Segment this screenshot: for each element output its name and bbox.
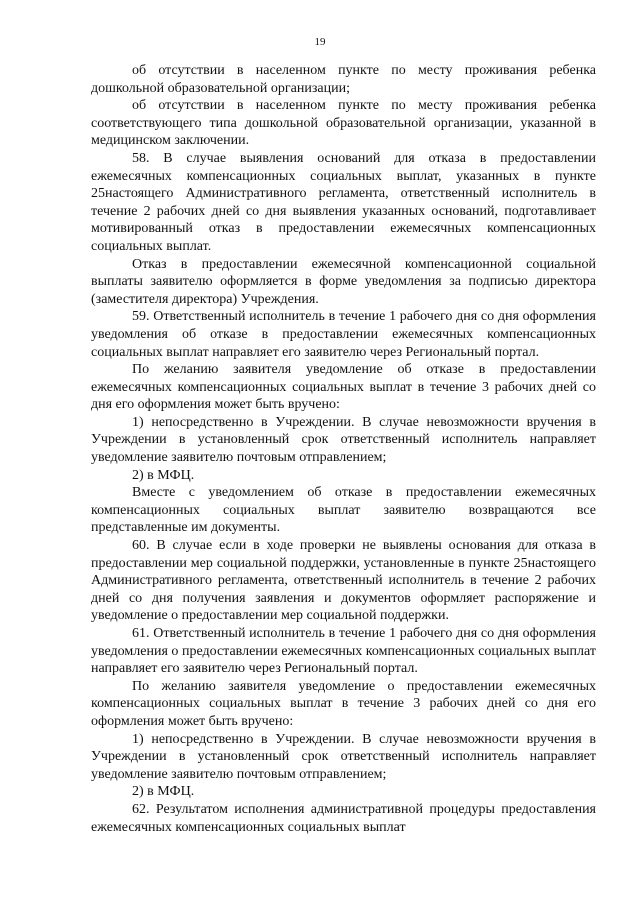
list-item: 1) непосредственно в Учреждении. В случае невозможности вручения в Учреждении в установленный срок ответственный исполнитель направляет уведомление заявителю почтовым отправлением; <box>91 414 596 466</box>
paragraph-item-62: 62. Результатом исполнения административной процедуры предоставления ежемесячных компенсационных социальных выплат <box>91 801 596 835</box>
document-body <box>91 62 596 836</box>
list-item: 1) непосредственно в Учреждении. В случае невозможности вручения в Учреждении в установленный срок ответственный исполнитель направляет уведомление заявителю почтовым отправлением; <box>91 731 596 782</box>
paragraph: об отсутствии в населенном пункте по месту проживания ребенка соответствующего типа дошкольной образовательной организации, указанной в медицинском заключении. <box>91 98 596 149</box>
paragraph: об отсутствии в населенном пункте по месту проживания ребенка дошкольной образовательной организации; <box>91 63 596 96</box>
paragraph-item-61: 61. Ответственный исполнитель в течение 1 рабочего дня со дня оформления уведомления о предоставлении ежемесячных компенсационных социальных выплат направляет его заявителю через Региональный портал. <box>91 626 596 677</box>
paragraph-item-58: 58. В случае выявления оснований для отказа в предоставлении ежемесячных компенсационных социальных выплат, указанных в пункте 25настоящего Административного регламента, ответственный исполнитель в течение 2 рабочих дней со дня выявления указанных оснований, подготавливает мотивированный отказ в предоставлении ежемесячных компенсационных социальных выплат. <box>91 150 596 254</box>
list-item: 2) в МФЦ. <box>132 784 195 800</box>
paragraph: Отказ в предоставлении ежемесячной компенсационной социальной выплаты заявителю оформляется в форме уведомления за подписью директора (заместителя директора) Учреждения. <box>91 256 596 307</box>
paragraph: По желанию заявителя уведомление о предоставлении ежемесячных компенсационных социальных выплат в течение 3 рабочих дней со дня его оформления может быть вручено: <box>91 678 596 729</box>
paragraph-item-59: 59. Ответственный исполнитель в течение 1 рабочего дня со дня оформления уведомления об отказе в предоставлении ежемесячных компенсационных социальных выплат направляет его заявителю через Региональный портал. <box>91 309 596 360</box>
list-item: 2) в МФЦ. <box>132 467 195 483</box>
page-number: 19 <box>314 36 326 48</box>
paragraph: Вместе с уведомлением об отказе в предоставлении ежемесячных компенсационных социальных выплат заявителю возвращаются все представленные им документы. <box>91 485 596 536</box>
paragraph-item-60: 60. В случае если в ходе проверки не выявлены основания для отказа в предоставлении мер социальной поддержки, установленные в пункте 25настоящего Административного регламента, ответственный исполнитель в течение 2 рабочих дней со дня получения заявления и документов оформляет распоряжение и уведомление о предоставлении мер социальной поддержки. <box>91 538 596 624</box>
paragraph: По желанию заявителя уведомление об отказе в предоставлении ежемесячных компенсационных социальных выплат в течение 3 рабочих дней со дня его оформления может быть вручено: <box>91 362 596 413</box>
